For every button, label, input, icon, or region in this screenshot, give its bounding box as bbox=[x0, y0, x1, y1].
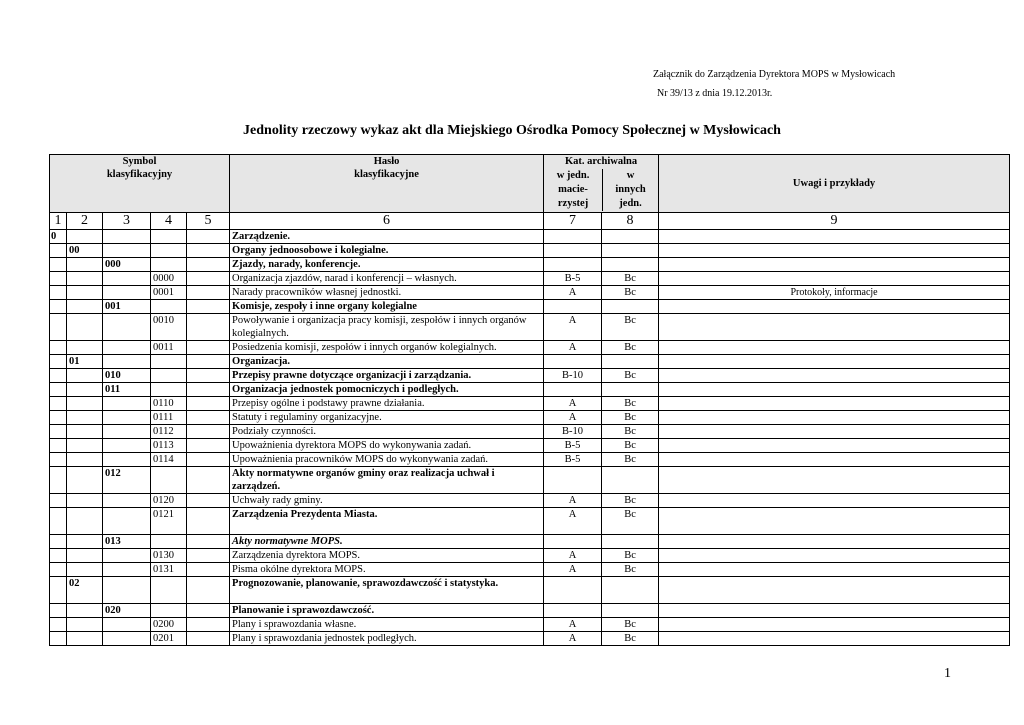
document-title: Jednolity rzeczowy wykaz akt dla Miejskiego Ośrodka Pomocy Społecznej w Mysłowicach bbox=[243, 123, 781, 138]
row-code: 0113 bbox=[151, 439, 187, 453]
empty-cell bbox=[50, 300, 67, 314]
empty-cell bbox=[67, 618, 103, 632]
row-text: Planowanie i sprawozdawczość. bbox=[230, 604, 544, 618]
row-note: Protokoły, informacje bbox=[659, 286, 1010, 300]
table-header-row bbox=[50, 155, 1010, 213]
row-code: 011 bbox=[103, 383, 151, 397]
col-num-4: 4 bbox=[151, 213, 187, 230]
row-category-other: Bc bbox=[602, 439, 659, 453]
empty-cell bbox=[187, 618, 230, 632]
empty-cell bbox=[67, 272, 103, 286]
empty-cell bbox=[103, 244, 151, 258]
empty-cell bbox=[103, 341, 151, 355]
empty-cell bbox=[67, 453, 103, 467]
table-row bbox=[50, 300, 1010, 314]
row-category-other bbox=[602, 230, 659, 244]
row-note bbox=[659, 618, 1010, 632]
row-text: Zjazdy, narady, konferencje. bbox=[230, 258, 544, 272]
attachment-note-line-2: Nr 39/13 z dnia 19.12.2013r. bbox=[657, 88, 773, 99]
row-text: Plany i sprawozdania własne. bbox=[230, 618, 544, 632]
col-num-2: 2 bbox=[67, 213, 103, 230]
empty-cell bbox=[67, 425, 103, 439]
empty-cell bbox=[187, 411, 230, 425]
empty-cell bbox=[67, 230, 103, 244]
empty-cell bbox=[103, 453, 151, 467]
row-category-other: Bc bbox=[602, 286, 659, 300]
row-code: 0001 bbox=[151, 286, 187, 300]
empty-cell bbox=[103, 425, 151, 439]
header-kat-inne: w innych jedn. bbox=[615, 170, 646, 209]
empty-cell bbox=[50, 286, 67, 300]
empty-cell bbox=[187, 272, 230, 286]
row-code: 0110 bbox=[151, 397, 187, 411]
row-category-other: Bc bbox=[602, 549, 659, 563]
row-text: Organizacja zjazdów, narad i konferencji – własnych. bbox=[230, 272, 544, 286]
table-row bbox=[50, 425, 1010, 439]
row-category-own: B-5 bbox=[544, 272, 602, 286]
empty-cell bbox=[103, 272, 151, 286]
empty-cell bbox=[187, 632, 230, 646]
row-note bbox=[659, 369, 1010, 383]
row-text: Akty normatywne MOPS. bbox=[230, 535, 544, 549]
empty-cell bbox=[151, 258, 187, 272]
row-code: 0131 bbox=[151, 563, 187, 577]
row-category-own: A bbox=[544, 549, 602, 563]
row-category-other: Bc bbox=[602, 425, 659, 439]
empty-cell bbox=[103, 230, 151, 244]
row-note bbox=[659, 453, 1010, 467]
row-category-other: Bc bbox=[602, 494, 659, 508]
row-category-other bbox=[602, 383, 659, 397]
empty-cell bbox=[67, 549, 103, 563]
row-category-other: Bc bbox=[602, 341, 659, 355]
row-note bbox=[659, 397, 1010, 411]
column-number-row bbox=[50, 213, 1010, 230]
row-category-own bbox=[544, 383, 602, 397]
col-num-6: 6 bbox=[230, 213, 544, 230]
empty-cell bbox=[50, 604, 67, 618]
empty-cell bbox=[103, 355, 151, 369]
empty-cell bbox=[151, 535, 187, 549]
row-text: Narady pracowników własnej jednostki. bbox=[230, 286, 544, 300]
row-text: Zarządzenia dyrektora MOPS. bbox=[230, 549, 544, 563]
row-text: Plany i sprawozdania jednostek podległych. bbox=[230, 632, 544, 646]
empty-cell bbox=[50, 355, 67, 369]
row-code: 0130 bbox=[151, 549, 187, 563]
row-note bbox=[659, 604, 1010, 618]
row-category-own: A bbox=[544, 411, 602, 425]
empty-cell bbox=[67, 494, 103, 508]
empty-cell bbox=[67, 563, 103, 577]
row-category-own bbox=[544, 244, 602, 258]
row-code: 0121 bbox=[151, 508, 187, 535]
empty-cell bbox=[50, 577, 67, 604]
row-category-own: B-10 bbox=[544, 425, 602, 439]
row-category-own bbox=[544, 577, 602, 604]
empty-cell bbox=[187, 300, 230, 314]
row-category-own bbox=[544, 230, 602, 244]
row-note bbox=[659, 258, 1010, 272]
row-category-other bbox=[602, 244, 659, 258]
empty-cell bbox=[50, 272, 67, 286]
table-row bbox=[50, 508, 1010, 535]
row-category-own: A bbox=[544, 314, 602, 341]
empty-cell bbox=[187, 494, 230, 508]
empty-cell bbox=[67, 383, 103, 397]
row-code: 012 bbox=[103, 467, 151, 494]
row-note bbox=[659, 425, 1010, 439]
row-note bbox=[659, 272, 1010, 286]
row-text: Podziały czynności. bbox=[230, 425, 544, 439]
row-category-other: Bc bbox=[602, 411, 659, 425]
row-text: Zarządzenia Prezydenta Miasta. bbox=[230, 508, 544, 535]
row-note bbox=[659, 355, 1010, 369]
header-kat-wlasna: w jedn. macie- rzystej bbox=[544, 169, 603, 211]
row-category-other bbox=[602, 577, 659, 604]
table-row bbox=[50, 439, 1010, 453]
col-num-7: 7 bbox=[544, 213, 602, 230]
empty-cell bbox=[187, 355, 230, 369]
row-code: 0 bbox=[50, 230, 67, 244]
row-code: 001 bbox=[103, 300, 151, 314]
row-code: 0201 bbox=[151, 632, 187, 646]
row-category-other bbox=[602, 355, 659, 369]
row-note bbox=[659, 563, 1010, 577]
table-row bbox=[50, 618, 1010, 632]
table-row bbox=[50, 632, 1010, 646]
row-code: 0120 bbox=[151, 494, 187, 508]
page-number: 1 bbox=[944, 666, 951, 681]
table-row bbox=[50, 314, 1010, 341]
empty-cell bbox=[103, 494, 151, 508]
row-note bbox=[659, 439, 1010, 453]
row-text: Powoływanie i organizacja pracy komisji, zespołów i innych organów kolegialnych. bbox=[230, 314, 544, 341]
row-text: Posiedzenia komisji, zespołów i innych organów kolegialnych. bbox=[230, 341, 544, 355]
empty-cell bbox=[103, 549, 151, 563]
row-note bbox=[659, 244, 1010, 258]
empty-cell bbox=[187, 244, 230, 258]
row-code: 010 bbox=[103, 369, 151, 383]
row-category-own: A bbox=[544, 508, 602, 535]
header-kat-archiwalna: Kat. archiwalna w jedn. macie- rzystej w innych jedn. bbox=[544, 155, 659, 213]
classification-table bbox=[49, 154, 1010, 646]
table-row bbox=[50, 604, 1010, 618]
empty-cell bbox=[50, 425, 67, 439]
row-category-own: A bbox=[544, 494, 602, 508]
empty-cell bbox=[187, 258, 230, 272]
empty-cell bbox=[50, 494, 67, 508]
row-note bbox=[659, 494, 1010, 508]
row-code: 0111 bbox=[151, 411, 187, 425]
row-code: 0112 bbox=[151, 425, 187, 439]
row-text: Akty normatywne organów gminy oraz realizacja uchwał i zarządzeń. bbox=[230, 467, 544, 494]
row-note bbox=[659, 314, 1010, 341]
row-category-own: A bbox=[544, 341, 602, 355]
empty-cell bbox=[187, 286, 230, 300]
col-num-3: 3 bbox=[103, 213, 151, 230]
table-row bbox=[50, 535, 1010, 549]
row-code: 0114 bbox=[151, 453, 187, 467]
empty-cell bbox=[50, 508, 67, 535]
row-category-other: Bc bbox=[602, 632, 659, 646]
empty-cell bbox=[103, 632, 151, 646]
empty-cell bbox=[67, 286, 103, 300]
row-code: 013 bbox=[103, 535, 151, 549]
row-code: 00 bbox=[67, 244, 103, 258]
table-row bbox=[50, 230, 1010, 244]
table-row bbox=[50, 383, 1010, 397]
row-category-own: B-10 bbox=[544, 369, 602, 383]
empty-cell bbox=[50, 535, 67, 549]
empty-cell bbox=[67, 258, 103, 272]
col-num-5: 5 bbox=[187, 213, 230, 230]
row-category-other bbox=[602, 535, 659, 549]
empty-cell bbox=[67, 467, 103, 494]
empty-cell bbox=[50, 618, 67, 632]
empty-cell bbox=[67, 397, 103, 411]
row-category-other bbox=[602, 604, 659, 618]
table-row bbox=[50, 577, 1010, 604]
empty-cell bbox=[67, 632, 103, 646]
table-row bbox=[50, 258, 1010, 272]
empty-cell bbox=[50, 383, 67, 397]
header-haslo: Hasło klasyfikacyjne bbox=[230, 155, 544, 213]
empty-cell bbox=[151, 383, 187, 397]
row-text: Upoważnienia pracowników MOPS do wykonywania zadań. bbox=[230, 453, 544, 467]
row-code: 0011 bbox=[151, 341, 187, 355]
empty-cell bbox=[103, 411, 151, 425]
empty-cell bbox=[187, 439, 230, 453]
row-note bbox=[659, 341, 1010, 355]
empty-cell bbox=[67, 341, 103, 355]
row-category-own: A bbox=[544, 632, 602, 646]
table-row bbox=[50, 411, 1010, 425]
empty-cell bbox=[187, 604, 230, 618]
table-row bbox=[50, 549, 1010, 563]
empty-cell bbox=[67, 508, 103, 535]
row-code: 0010 bbox=[151, 314, 187, 341]
table-row bbox=[50, 453, 1010, 467]
empty-cell bbox=[151, 577, 187, 604]
row-category-own bbox=[544, 535, 602, 549]
row-text: Organizacja. bbox=[230, 355, 544, 369]
row-note bbox=[659, 535, 1010, 549]
row-code: 020 bbox=[103, 604, 151, 618]
row-category-other: Bc bbox=[602, 618, 659, 632]
empty-cell bbox=[187, 508, 230, 535]
row-text: Prognozowanie, planowanie, sprawozdawczość i statystyka. bbox=[230, 577, 544, 604]
empty-cell bbox=[151, 369, 187, 383]
table-row bbox=[50, 272, 1010, 286]
empty-cell bbox=[187, 577, 230, 604]
row-text: Statuty i regulaminy organizacyjne. bbox=[230, 411, 544, 425]
empty-cell bbox=[187, 535, 230, 549]
empty-cell bbox=[187, 563, 230, 577]
row-category-own: B-5 bbox=[544, 439, 602, 453]
empty-cell bbox=[67, 369, 103, 383]
row-code: 01 bbox=[67, 355, 103, 369]
row-text: Przepisy prawne dotyczące organizacji i zarządzania. bbox=[230, 369, 544, 383]
row-code: 02 bbox=[67, 577, 103, 604]
row-note bbox=[659, 467, 1010, 494]
empty-cell bbox=[151, 604, 187, 618]
empty-cell bbox=[187, 549, 230, 563]
empty-cell bbox=[67, 535, 103, 549]
row-category-own bbox=[544, 300, 602, 314]
empty-cell bbox=[50, 258, 67, 272]
empty-cell bbox=[187, 369, 230, 383]
empty-cell bbox=[50, 453, 67, 467]
row-category-other: Bc bbox=[602, 397, 659, 411]
table-row bbox=[50, 355, 1010, 369]
row-category-own: A bbox=[544, 563, 602, 577]
row-category-other: Bc bbox=[602, 453, 659, 467]
row-text: Zarządzenie. bbox=[230, 230, 544, 244]
row-note bbox=[659, 300, 1010, 314]
empty-cell bbox=[67, 604, 103, 618]
row-code: 0000 bbox=[151, 272, 187, 286]
row-category-other: Bc bbox=[602, 369, 659, 383]
empty-cell bbox=[50, 244, 67, 258]
row-category-other: Bc bbox=[602, 563, 659, 577]
empty-cell bbox=[67, 411, 103, 425]
empty-cell bbox=[50, 439, 67, 453]
empty-cell bbox=[151, 467, 187, 494]
empty-cell bbox=[151, 300, 187, 314]
table-row bbox=[50, 341, 1010, 355]
empty-cell bbox=[187, 230, 230, 244]
row-note bbox=[659, 577, 1010, 604]
empty-cell bbox=[187, 341, 230, 355]
empty-cell bbox=[187, 383, 230, 397]
col-num-8: 8 bbox=[602, 213, 659, 230]
empty-cell bbox=[103, 314, 151, 341]
row-text: Pisma okólne dyrektora MOPS. bbox=[230, 563, 544, 577]
empty-cell bbox=[50, 411, 67, 425]
empty-cell bbox=[67, 439, 103, 453]
empty-cell bbox=[50, 632, 67, 646]
empty-cell bbox=[187, 453, 230, 467]
row-text: Przepisy ogólne i podstawy prawne działania. bbox=[230, 397, 544, 411]
table-row bbox=[50, 244, 1010, 258]
row-note bbox=[659, 383, 1010, 397]
row-text: Komisje, zespoły i inne organy kolegialne bbox=[230, 300, 544, 314]
empty-cell bbox=[187, 314, 230, 341]
row-category-own: A bbox=[544, 286, 602, 300]
attachment-note-line-1: Załącznik do Zarządzenia Dyrektora MOPS w Mysłowicach bbox=[653, 69, 896, 80]
row-note bbox=[659, 508, 1010, 535]
empty-cell bbox=[187, 425, 230, 439]
table-row bbox=[50, 286, 1010, 300]
empty-cell bbox=[103, 397, 151, 411]
row-note bbox=[659, 549, 1010, 563]
table-row bbox=[50, 494, 1010, 508]
empty-cell bbox=[187, 397, 230, 411]
row-category-own bbox=[544, 467, 602, 494]
row-category-other bbox=[602, 467, 659, 494]
empty-cell bbox=[187, 467, 230, 494]
empty-cell bbox=[67, 314, 103, 341]
row-note bbox=[659, 230, 1010, 244]
row-category-other bbox=[602, 258, 659, 272]
table-row bbox=[50, 563, 1010, 577]
row-text: Uchwały rady gminy. bbox=[230, 494, 544, 508]
row-code: 000 bbox=[103, 258, 151, 272]
empty-cell bbox=[103, 439, 151, 453]
empty-cell bbox=[50, 397, 67, 411]
empty-cell bbox=[103, 286, 151, 300]
row-text: Organy jednoosobowe i kolegialne. bbox=[230, 244, 544, 258]
row-note bbox=[659, 632, 1010, 646]
table-row bbox=[50, 397, 1010, 411]
empty-cell bbox=[50, 314, 67, 341]
header-uwagi: Uwagi i przykłady bbox=[659, 155, 1010, 213]
row-code: 0200 bbox=[151, 618, 187, 632]
empty-cell bbox=[50, 563, 67, 577]
row-note bbox=[659, 411, 1010, 425]
row-category-other bbox=[602, 300, 659, 314]
empty-cell bbox=[103, 563, 151, 577]
empty-cell bbox=[151, 230, 187, 244]
row-category-own: B-5 bbox=[544, 453, 602, 467]
empty-cell bbox=[151, 355, 187, 369]
empty-cell bbox=[67, 300, 103, 314]
col-num-1: 1 bbox=[50, 213, 67, 230]
table-row bbox=[50, 467, 1010, 494]
row-text: Upoważnienia dyrektora MOPS do wykonywania zadań. bbox=[230, 439, 544, 453]
row-category-own bbox=[544, 604, 602, 618]
empty-cell bbox=[103, 618, 151, 632]
col-num-9: 9 bbox=[659, 213, 1010, 230]
table-row bbox=[50, 369, 1010, 383]
empty-cell bbox=[50, 341, 67, 355]
empty-cell bbox=[151, 244, 187, 258]
row-category-own: A bbox=[544, 397, 602, 411]
row-category-other: Bc bbox=[602, 508, 659, 535]
row-text: Organizacja jednostek pomocniczych i podległych. bbox=[230, 383, 544, 397]
row-category-other: Bc bbox=[602, 272, 659, 286]
row-category-own bbox=[544, 355, 602, 369]
header-symbol: Symbol klasyfikacyjny bbox=[50, 155, 230, 213]
empty-cell bbox=[50, 369, 67, 383]
empty-cell bbox=[103, 508, 151, 535]
empty-cell bbox=[50, 549, 67, 563]
empty-cell bbox=[103, 577, 151, 604]
row-category-other: Bc bbox=[602, 314, 659, 341]
row-category-own: A bbox=[544, 618, 602, 632]
empty-cell bbox=[50, 467, 67, 494]
row-category-own bbox=[544, 258, 602, 272]
